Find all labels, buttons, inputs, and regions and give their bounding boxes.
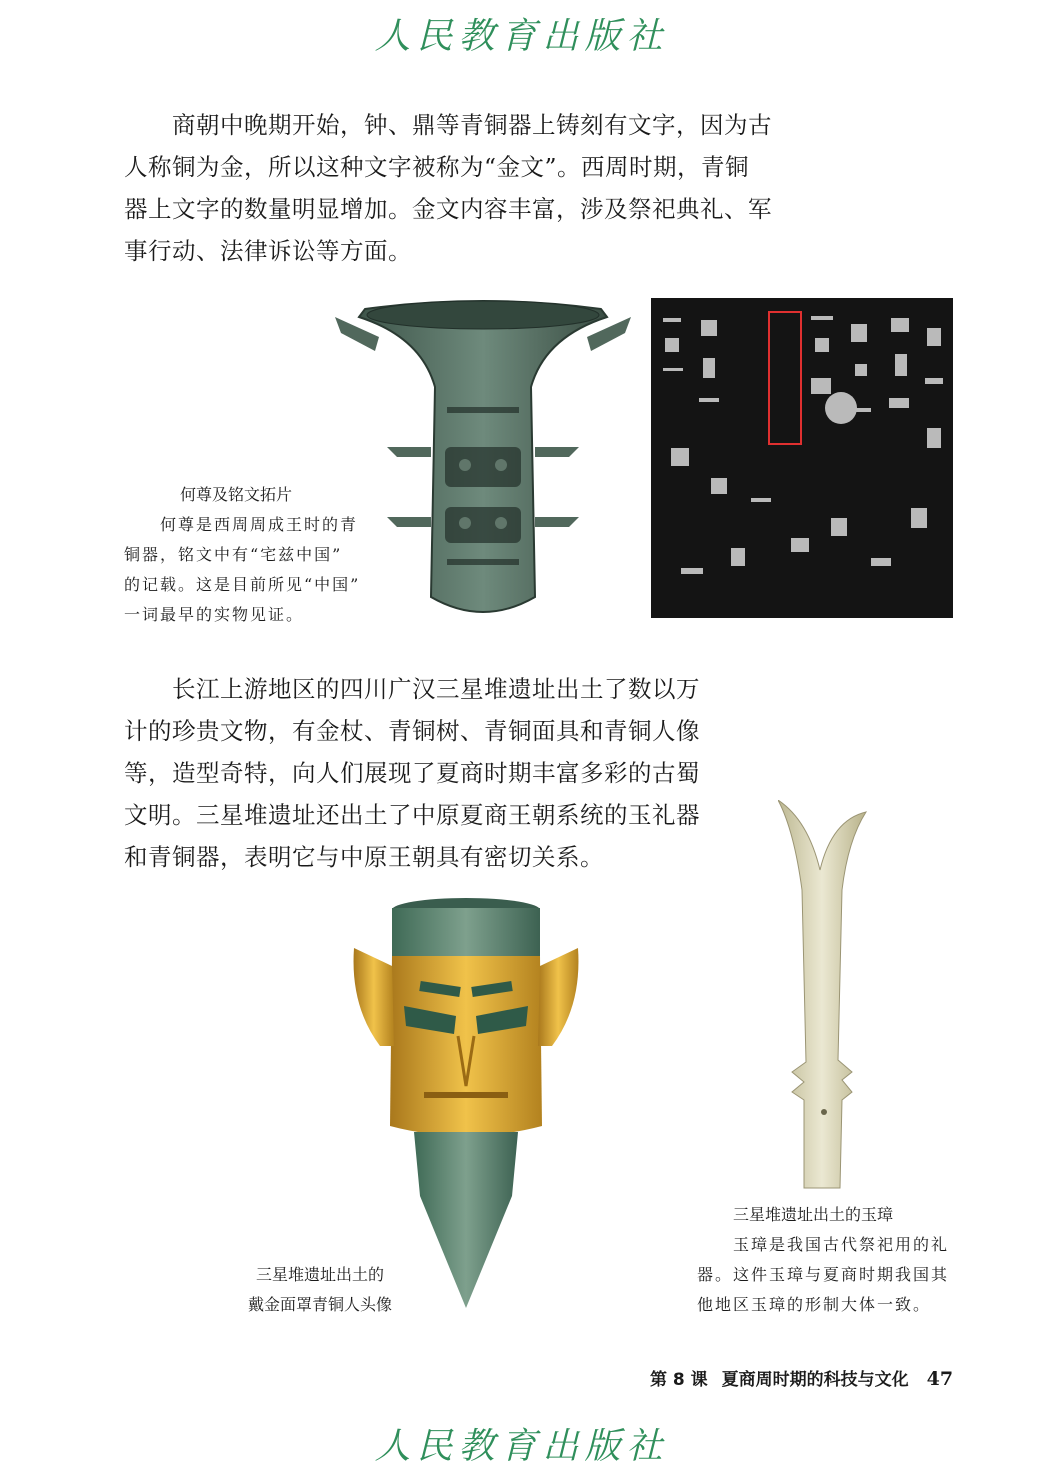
inscription-rubbing-image: [651, 298, 953, 618]
jade-zhang-image: [778, 800, 868, 1192]
caption-line: 三星堆遗址出土的: [255, 1265, 384, 1284]
publisher-watermark-bottom: 人民教育出版社: [374, 1426, 669, 1467]
he-zun-vessel-image: [335, 297, 631, 623]
paragraph-line: 文明。三星堆遗址还出土了中原夏商王朝系统的玉礼器: [124, 801, 700, 829]
paragraph-bronze-inscriptions: [124, 104, 794, 272]
paragraph-line: 事行动、法律诉讼等方面。: [124, 237, 412, 265]
paragraph-line: 等，造型奇特，向人们展现了夏商时期丰富多彩的古蜀: [124, 759, 700, 787]
caption-line: 他地区玉璋的形制大体一致。: [697, 1295, 932, 1314]
lesson-title: 夏商周时期的科技与文化: [721, 1370, 909, 1390]
caption-line: 何尊是西周周成王时的青: [160, 515, 359, 534]
figure1-title: 何尊及铭文拓片: [180, 485, 293, 504]
caption-line: 戴金面罩青铜人头像: [247, 1295, 392, 1314]
figure2-caption: [230, 1260, 410, 1320]
caption-line: 的记载。这是目前所见“中国”: [124, 575, 361, 594]
paragraph-line: 器上文字的数量明显增加。金文内容丰富，涉及祭祀典礼、军: [124, 195, 772, 223]
lesson-number: 第 8 课: [650, 1370, 708, 1390]
figure3-caption: [697, 1200, 962, 1320]
paragraph-line: 人称铜为金，所以这种文字被称为“金文”。西周时期，青铜: [124, 153, 750, 181]
publisher-watermark-top: 人民教育出版社: [374, 16, 669, 57]
figure1-caption: [124, 480, 364, 630]
paragraph-sanxingdui: [124, 668, 724, 878]
caption-line: 玉璋是我国古代祭祀用的礼: [733, 1235, 950, 1254]
page-footer: [650, 1365, 953, 1390]
paragraph-line: 计的珍贵文物，有金杖、青铜树、青铜面具和青铜人像: [124, 717, 700, 745]
figure3-title: 三星堆遗址出土的玉璋: [733, 1205, 894, 1224]
paragraph-line: 和青铜器，表明它与中原王朝具有密切关系。: [124, 843, 604, 871]
caption-line: 一词最早的实物见证。: [124, 605, 305, 624]
caption-line: 铜器，铭文中有“宅兹中国”: [124, 545, 343, 564]
paragraph-line: 商朝中晚期开始，钟、鼎等青铜器上铸刻有文字，因为古: [172, 111, 772, 139]
caption-line: 器。这件玉璋与夏商时期我国其: [697, 1265, 950, 1284]
page-number: 47: [926, 1368, 954, 1390]
paragraph-line: 长江上游地区的四川广汉三星堆遗址出土了数以万: [172, 675, 700, 703]
gold-mask-bronze-head-image: [350, 896, 582, 1310]
